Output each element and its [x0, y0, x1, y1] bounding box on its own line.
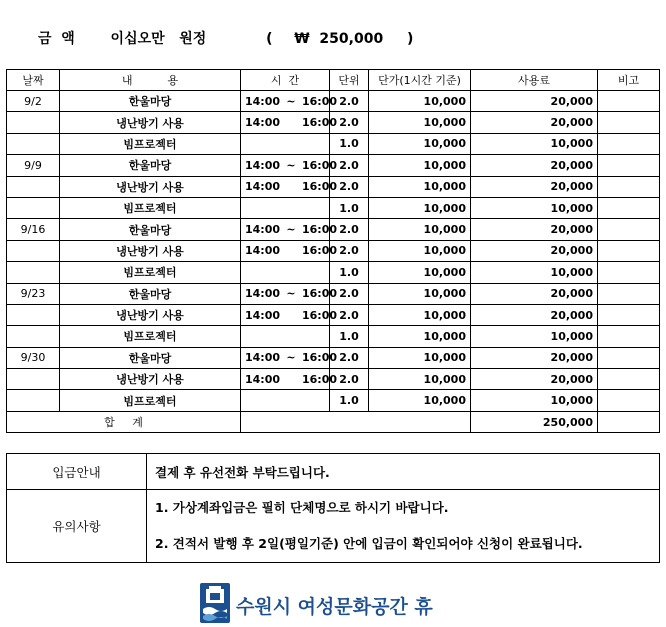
amount-figure: ₩ 250,000: [294, 31, 384, 47]
row-time: [241, 133, 330, 154]
row-time: [241, 155, 337, 176]
row-time: [241, 176, 337, 197]
row-time-end: 16:00: [301, 158, 337, 172]
row-time-end: 16:00: [301, 308, 337, 322]
row-time: [241, 219, 337, 240]
row-item: 한울마당: [60, 91, 241, 112]
usage-fee-table: [6, 69, 660, 433]
deposit-row: [7, 454, 660, 490]
row-item: 냉난방기 사용: [60, 369, 241, 390]
table-row: [7, 197, 660, 218]
row-unit: 1.0: [330, 326, 369, 347]
row-time-start: 14:00: [245, 287, 281, 301]
row-unit: 1.0: [330, 197, 369, 218]
row-date: [7, 326, 60, 347]
total-note: [598, 411, 660, 432]
row-note: [598, 112, 660, 133]
row-time-start: 14:00: [245, 180, 281, 194]
row-date: 9/9: [7, 155, 60, 176]
row-note: [598, 133, 660, 154]
amount-in-words: 이십오만 원정: [110, 31, 207, 47]
row-unit-price: 10,000: [369, 91, 471, 112]
row-time-end: 16:00: [301, 180, 337, 194]
row-fee: 10,000: [471, 262, 598, 283]
table-row: [7, 91, 660, 112]
row-fee: 20,000: [471, 304, 598, 325]
row-note: [598, 369, 660, 390]
row-fee: 20,000: [471, 91, 598, 112]
row-note: [598, 219, 660, 240]
row-note: [598, 197, 660, 218]
row-unit: 2.0: [330, 176, 369, 197]
total-row: [7, 411, 660, 432]
row-time-start: 14:00: [245, 158, 281, 172]
amount-label: 금 액: [38, 31, 75, 47]
row-unit: 1.0: [330, 262, 369, 283]
row-item: 빔프로젝터: [60, 262, 241, 283]
row-unit-price: 10,000: [369, 326, 471, 347]
row-time: [241, 369, 337, 390]
row-fee: 20,000: [471, 219, 598, 240]
org-name: 수원시 여성문화공간 휴: [236, 595, 433, 618]
row-time: [241, 283, 337, 304]
row-time-start: 14:00: [245, 351, 281, 365]
row-unit-price: 10,000: [369, 155, 471, 176]
row-date: [7, 197, 60, 218]
row-unit-price: 10,000: [369, 219, 471, 240]
row-date: [7, 133, 60, 154]
row-item: 냉난방기 사용: [60, 112, 241, 133]
row-item: 한울마당: [60, 283, 241, 304]
row-date: 9/2: [7, 91, 60, 112]
row-time-end: 16:00: [301, 244, 337, 258]
row-fee: 20,000: [471, 112, 598, 133]
caution-item-1: 1. 가상계좌입금은 필히 단체명으로 하시기 바랍니다.: [155, 500, 449, 515]
row-unit: 1.0: [330, 133, 369, 154]
suwon-emblem-icon: [200, 583, 230, 627]
row-unit: 2.0: [330, 112, 369, 133]
table-row: [7, 176, 660, 197]
header-unit-price: 단가(1시간 기준): [369, 70, 471, 91]
total-fee: 250,000: [471, 411, 598, 432]
row-time-end: 16:00: [301, 116, 337, 130]
row-fee: 20,000: [471, 369, 598, 390]
row-time-sep: ~: [286, 287, 296, 301]
table-row: [7, 133, 660, 154]
row-note: [598, 347, 660, 368]
table-header-row: [7, 70, 660, 91]
header-note: 비고: [598, 70, 660, 91]
row-time: [241, 112, 337, 133]
row-unit-price: 10,000: [369, 197, 471, 218]
row-time: [241, 304, 337, 325]
row-time-end: 16:00: [301, 351, 337, 365]
table-row: [7, 304, 660, 325]
row-date: [7, 304, 60, 325]
row-date: 9/16: [7, 219, 60, 240]
row-time: [241, 326, 330, 347]
row-time: [241, 390, 330, 411]
row-time-start: 14:00: [245, 372, 281, 386]
row-time-sep: ~: [286, 223, 296, 237]
row-fee: 10,000: [471, 133, 598, 154]
row-time-start: 14:00: [245, 116, 281, 130]
amount-open-paren: (: [266, 31, 273, 47]
row-unit: 2.0: [330, 219, 369, 240]
table-row: [7, 262, 660, 283]
row-item: 빔프로젝터: [60, 390, 241, 411]
total-label: 합 계: [7, 411, 241, 432]
row-note: [598, 240, 660, 261]
row-date: [7, 240, 60, 261]
caution-label: 유의사항: [7, 490, 147, 563]
deposit-text: 결제 후 유선전화 부탁드립니다.: [147, 454, 660, 490]
row-fee: 20,000: [471, 347, 598, 368]
header-time: 시 간: [241, 70, 330, 91]
row-fee: 20,000: [471, 283, 598, 304]
table-row: [7, 283, 660, 304]
row-item: 한울마당: [60, 219, 241, 240]
deposit-label: 입금안내: [7, 454, 147, 490]
row-item: 빔프로젝터: [60, 197, 241, 218]
table-row: [7, 219, 660, 240]
header-content: 내 용: [60, 70, 241, 91]
row-item: 냉난방기 사용: [60, 240, 241, 261]
row-time-sep: ~: [286, 94, 296, 108]
row-unit-price: 10,000: [369, 304, 471, 325]
row-date: [7, 369, 60, 390]
row-time-end: 16:00: [301, 372, 337, 386]
row-note: [598, 176, 660, 197]
row-time-end: 16:00: [301, 287, 337, 301]
row-unit-price: 10,000: [369, 240, 471, 261]
row-unit-price: 10,000: [369, 133, 471, 154]
row-unit-price: 10,000: [369, 347, 471, 368]
caution-item-2: 2. 견적서 발행 후 2일(평일기준) 안에 입금이 확인되어야 신청이 완료됩니다.: [155, 536, 583, 551]
row-unit-price: 10,000: [369, 262, 471, 283]
table-row: [7, 369, 660, 390]
table-row: [7, 347, 660, 368]
notes-table: [6, 453, 660, 563]
row-time-start: 14:00: [245, 244, 281, 258]
row-date: 9/23: [7, 283, 60, 304]
row-note: [598, 326, 660, 347]
caution-text: [147, 490, 660, 563]
row-item: 냉난방기 사용: [60, 304, 241, 325]
row-item: 한울마당: [60, 155, 241, 176]
row-date: [7, 176, 60, 197]
row-unit: 2.0: [330, 283, 369, 304]
footer-logo: [200, 583, 433, 627]
row-time: [241, 240, 337, 261]
header-fee: 사용료: [471, 70, 598, 91]
row-date: [7, 390, 60, 411]
row-item: 빔프로젝터: [60, 326, 241, 347]
row-unit-price: 10,000: [369, 369, 471, 390]
row-time: [241, 347, 337, 368]
row-time: [241, 262, 330, 283]
total-empty-cell: [241, 411, 471, 432]
row-unit-price: 10,000: [369, 390, 471, 411]
caution-row: [7, 490, 660, 563]
row-unit: 2.0: [330, 347, 369, 368]
row-date: [7, 112, 60, 133]
row-unit: 2.0: [330, 91, 369, 112]
row-unit-price: 10,000: [369, 283, 471, 304]
row-fee: 10,000: [471, 326, 598, 347]
row-time-start: 14:00: [245, 308, 281, 322]
row-fee: 20,000: [471, 240, 598, 261]
table-row: [7, 155, 660, 176]
row-note: [598, 304, 660, 325]
header-date: 날짜: [7, 70, 60, 91]
row-time-end: 16:00: [301, 94, 337, 108]
row-time-sep: ~: [286, 158, 296, 172]
table-row: [7, 112, 660, 133]
table-row: [7, 240, 660, 261]
row-fee: 20,000: [471, 176, 598, 197]
amount-line: [38, 28, 413, 48]
row-unit-price: 10,000: [369, 112, 471, 133]
row-date: 9/30: [7, 347, 60, 368]
row-unit: 2.0: [330, 369, 369, 390]
row-time-start: 14:00: [245, 94, 281, 108]
table-row: [7, 326, 660, 347]
amount-close-paren: ): [406, 31, 414, 47]
row-time: [241, 91, 337, 112]
row-item: 빔프로젝터: [60, 133, 241, 154]
row-note: [598, 91, 660, 112]
row-note: [598, 262, 660, 283]
row-unit-price: 10,000: [369, 176, 471, 197]
row-unit: 1.0: [330, 390, 369, 411]
row-unit: 2.0: [330, 304, 369, 325]
row-unit: 2.0: [330, 155, 369, 176]
row-fee: 20,000: [471, 155, 598, 176]
row-time: [241, 197, 330, 218]
row-note: [598, 390, 660, 411]
row-time-start: 14:00: [245, 223, 281, 237]
row-time-end: 16:00: [301, 223, 337, 237]
row-unit: 2.0: [330, 240, 369, 261]
row-time-sep: ~: [286, 351, 296, 365]
row-item: 한울마당: [60, 347, 241, 368]
header-unit: 단위: [330, 70, 369, 91]
row-note: [598, 283, 660, 304]
row-fee: 10,000: [471, 390, 598, 411]
table-row: [7, 390, 660, 411]
row-date: [7, 262, 60, 283]
row-note: [598, 155, 660, 176]
row-fee: 10,000: [471, 197, 598, 218]
row-item: 냉난방기 사용: [60, 176, 241, 197]
